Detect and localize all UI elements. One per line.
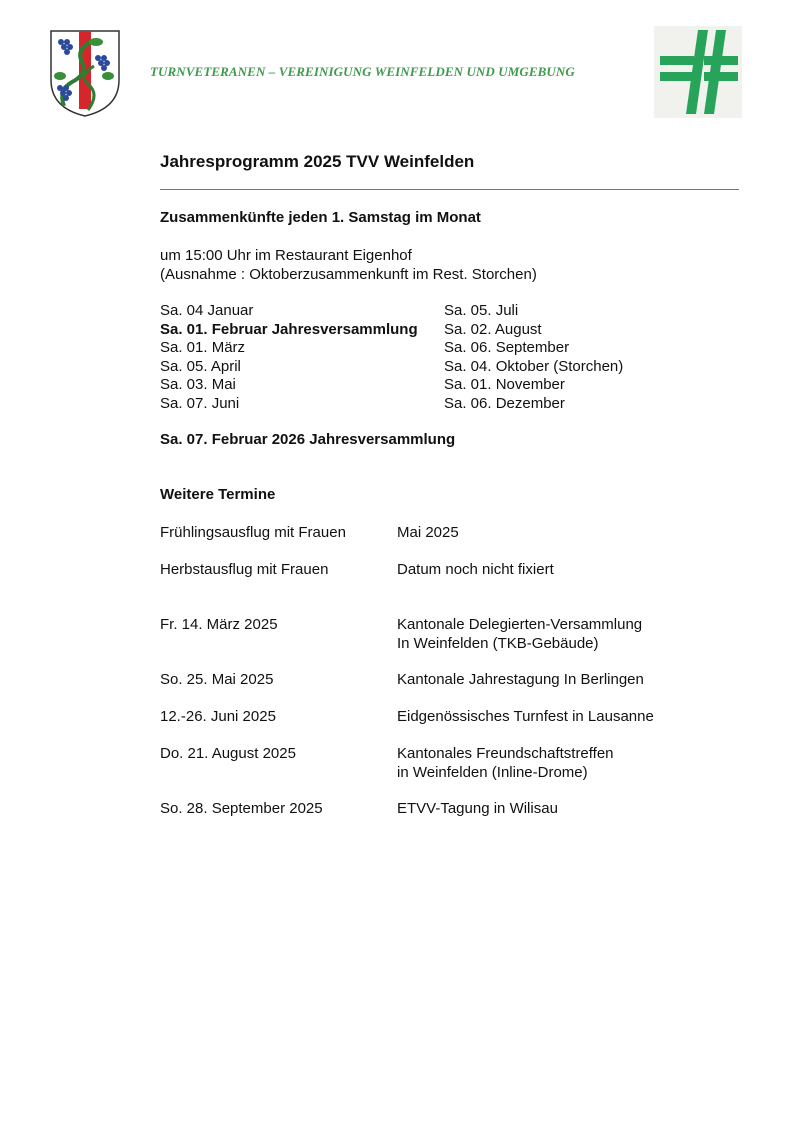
event-date: Fr. 14. März 2025: [160, 616, 278, 633]
meeting-date: Sa. 05. Juli: [444, 302, 519, 319]
event-description: Mai 2025: [397, 524, 459, 541]
meeting-date: Sa. 04. Oktober (Storchen): [444, 357, 624, 375]
meeting-exception-line: (Ausnahme : Oktoberzusammenkunft im Rest. Storchen): [160, 266, 537, 283]
event-description: Eidgenössisches Turnfest in Lausanne: [397, 708, 654, 725]
meeting-date: Sa. 02. August: [444, 320, 542, 338]
meeting-date: Sa. 07. Juni: [160, 394, 240, 412]
title-divider: [160, 189, 739, 190]
meeting-date: Sa. 05. April: [160, 357, 241, 375]
meeting-time-line: um 15:00 Uhr im Restaurant Eigenhof: [160, 247, 412, 264]
event-date: 12.-26. Juni 2025: [160, 708, 276, 725]
meeting-date: Sa. 04 Januar: [160, 302, 254, 319]
turner-logo-box: [654, 26, 742, 118]
event-description: Kantonales Freundschaftstreffen: [397, 745, 614, 762]
event-description: Kantonale Delegierten-Versammlung: [397, 616, 643, 633]
meeting-dates-left: [160, 302, 418, 414]
meeting-date: Sa. 06. Dezember: [444, 394, 565, 412]
organization-name: TURNVETERANEN – VEREINIGUNG WEINFELDEN UND UMGEBUNG: [150, 64, 575, 79]
event-description: Kantonale Jahrestagung In Berlingen: [397, 671, 644, 688]
page-title: Jahresprogramm 2025 TVV Weinfelden: [160, 152, 475, 171]
turner-cross-logo-icon: [654, 26, 742, 118]
event-description: Datum noch nicht fixiert: [397, 561, 554, 578]
event-date: So. 28. September 2025: [160, 800, 323, 817]
event-date: So. 25. Mai 2025: [160, 671, 274, 688]
meetings-heading: Zusammenkünfte jeden 1. Samstag im Monat: [160, 209, 481, 226]
event-description: ETVV-Tagung in Wilisau: [397, 800, 558, 817]
event-date: Herbstausflug mit Frauen: [160, 561, 329, 578]
further-dates-heading: Weitere Termine: [160, 486, 276, 503]
meeting-date: Sa. 03. Mai: [160, 376, 236, 394]
meeting-date: Sa. 01. März: [160, 339, 246, 357]
meeting-date: Sa. 01. November: [444, 376, 565, 394]
weinfelden-coat-of-arms-icon: [48, 28, 122, 118]
event-date: Do. 21. August 2025: [160, 745, 296, 762]
event-location: in Weinfelden (Inline-Drome): [397, 764, 588, 781]
meeting-date: Sa. 06. September: [444, 339, 570, 357]
meeting-dates-right: [444, 302, 623, 414]
meeting-date-assembly: Sa. 01. Februar Jahresversammlung: [160, 320, 418, 338]
event-date: Frühlingsausflug mit Frauen: [160, 524, 346, 541]
next-assembly: Sa. 07. Februar 2026 Jahresversammlung: [160, 431, 456, 448]
event-location: In Weinfelden (TKB-Gebäude): [397, 635, 599, 652]
